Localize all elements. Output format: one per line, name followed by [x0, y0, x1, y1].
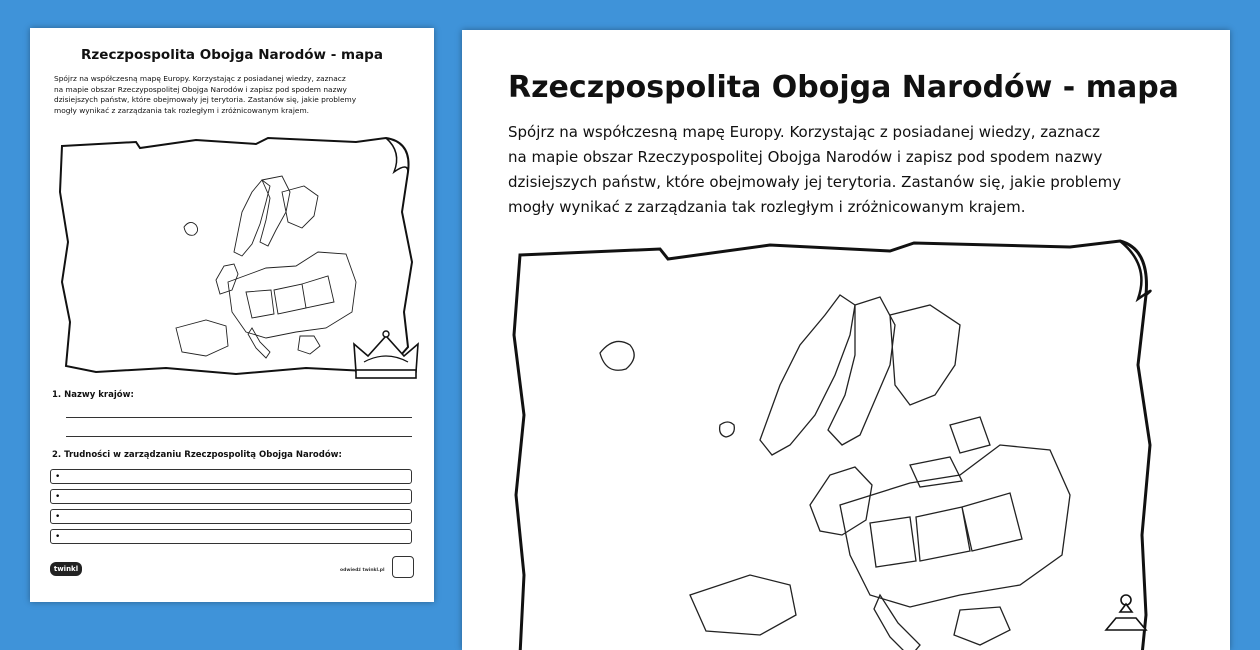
bullet-point: • [55, 532, 61, 542]
answer-box[interactable] [50, 469, 412, 484]
worksheet-preview-large [462, 30, 1230, 650]
instruction-line: mogły wynikać z zarządzania tak rozległym i zróżnicowanym krajem. [508, 198, 1026, 216]
instruction-line: Spójrz na współczesną mapę Europy. Korzystając z posiadanej wiedzy, zaznacz [54, 74, 346, 83]
instruction-line: mogły wynikać z zarządzania tak rozległym i zróżnicowanym krajem. [54, 105, 309, 115]
instruction-line: na mapie obszar Rzeczypospolitej Obojga Narodów i zapisz pod spodem nazwy [54, 84, 347, 94]
instruction-line: dzisiejszych państw, które obejmowały jej terytoria. Zastanów się, jakie problemy [508, 173, 1122, 191]
answer-line[interactable] [66, 436, 412, 437]
twinkl-logo: twinkl [50, 562, 82, 576]
worksheet-title: Rzeczpospolita Obojga Narodów - mapa [81, 47, 383, 63]
worksheet-title: Rzeczpospolita Obojga Narodów - mapa [508, 70, 1179, 105]
answer-box[interactable] [50, 509, 412, 524]
worksheet-instructions [508, 120, 1121, 220]
question-country-names: 1. Nazwy krajów: [52, 390, 134, 400]
bullet-point: • [55, 472, 61, 482]
worksheet-preview-small [30, 28, 434, 602]
instruction-line: Spójrz na współczesną mapę Europy. Korzystając z posiadanej wiedzy, zaznacz [508, 123, 1101, 141]
answer-box[interactable] [50, 529, 412, 544]
bullet-point: • [55, 492, 61, 502]
worksheet-instructions [54, 74, 356, 116]
crown-illustration [1102, 590, 1162, 650]
europe-map-parchment [510, 235, 1160, 650]
instruction-line: dzisiejszych państw, które obejmowały jej terytoria. Zastanów się, jakie problemy [54, 95, 357, 104]
bullet-point: • [55, 512, 61, 522]
answer-line[interactable] [66, 417, 412, 418]
badge-icon [392, 556, 414, 578]
crown-illustration [350, 328, 422, 384]
answer-box[interactable] [50, 489, 412, 504]
question-governance-difficulties: 2. Trudności w zarządzaniu Rzeczpospolitą Obojga Narodów: [52, 450, 342, 460]
footer-website: odwiedź twinkl.pl [340, 568, 385, 573]
instruction-line: na mapie obszar Rzeczypospolitej Obojga Narodów i zapisz pod spodem nazwy [508, 148, 1103, 166]
